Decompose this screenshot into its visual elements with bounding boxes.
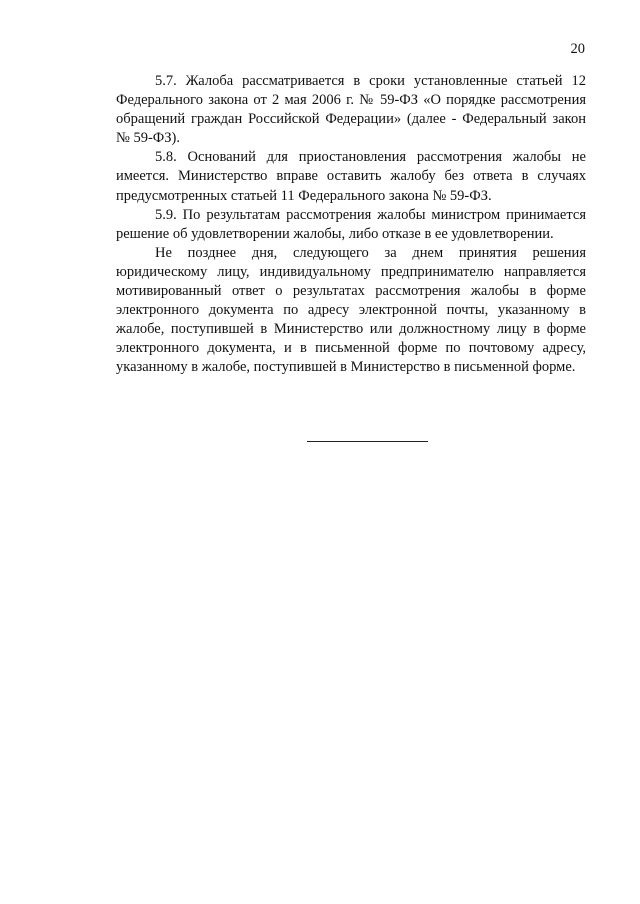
paragraph-response-deadline: Не позднее дня, следующего за днем принятия решения юридическому лицу, индивидуальному предпринимателю направляется мотивированный ответ о результатах рассмотрения жалобы в форме электронного документа по адресу электронной почты, указанному в жалобе, поступившей в Министерство или должностному лицу в форме электронного документа, и в письменной форме по почтовому адресу, указанному в жалобе, поступившей в Министерство в письменной форме. [116, 244, 586, 376]
document-body [116, 72, 586, 378]
paragraph-5-7: 5.7. Жалоба рассматривается в сроки установленные статьей 12 Федерального закона от 2 мая 2006 г. № 59-ФЗ «О порядке рассмотрения обращений граждан Российской Федерации» (далее - Федеральный закон № 59-ФЗ). [116, 73, 586, 147]
page-number: 20 [570, 41, 585, 57]
paragraph-5-8: 5.8. Оснований для приостановления рассмотрения жалобы не имеется. Министерство вправе оставить жалобу без ответа в случаях предусмотренных статьей 11 Федерального закона № 59-ФЗ. [116, 149, 586, 204]
end-separator-line [307, 441, 428, 442]
paragraph-5-9: 5.9. По результатам рассмотрения жалобы министром принимается решение об удовлетворении жалобы, либо отказе в ее удовлетворении. [116, 206, 586, 242]
